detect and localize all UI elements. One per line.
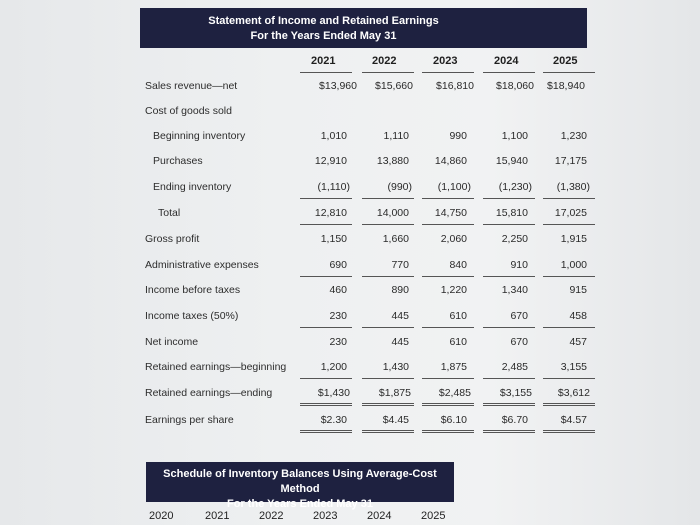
subtotal-underline	[543, 198, 595, 199]
cell-net-income-2024: 670	[510, 336, 528, 348]
row-label-income-taxes: Income taxes (50%)	[145, 310, 239, 322]
subtotal-underline	[483, 327, 535, 328]
row-label-administrative-expenses: Administrative expenses	[145, 259, 259, 271]
cell-end-inv-2021: (1,110)	[317, 181, 350, 193]
subtotal-underline	[483, 276, 535, 277]
row-label-cost-of-goods-sold: Cost of goods sold	[145, 105, 232, 117]
row-label-earnings-per-share: Earnings per share	[145, 414, 234, 426]
cell-sales-2021: $13,960	[319, 80, 357, 92]
subtotal-underline	[362, 224, 414, 225]
year-header-2024: 2024	[494, 55, 519, 67]
cell-net-income-2022: 445	[391, 336, 409, 348]
total-double-underline	[422, 403, 474, 406]
cell-gross-profit-2022: 1,660	[382, 233, 409, 245]
statement-title-banner	[140, 8, 587, 48]
subtotal-underline	[483, 378, 535, 379]
cell-re-end-2021: $1,430	[317, 387, 350, 399]
cell-admin-2023: 840	[449, 259, 467, 271]
subtotal-underline	[300, 198, 352, 199]
cell-re-end-2024: $3,155	[499, 387, 532, 399]
cell-taxes-2023: 610	[449, 310, 467, 322]
cell-re-begin-2023: 1,875	[440, 361, 467, 373]
cell-re-begin-2024: 2,485	[501, 361, 528, 373]
subtotal-underline	[543, 276, 595, 277]
cell-re-end-2025: $3,612	[557, 387, 590, 399]
subtotal-underline	[300, 378, 352, 379]
schedule-title-banner	[146, 462, 454, 510]
cell-ibt-2023: 1,220	[440, 284, 467, 296]
cell-total-2022: 14,000	[376, 207, 409, 219]
cell-beg-inv-2021: 1,010	[320, 130, 347, 142]
cell-total-2023: 14,750	[434, 207, 467, 219]
subtotal-underline	[422, 198, 474, 199]
cell-purchases-2024: 15,940	[495, 155, 528, 167]
cell-ibt-2022: 890	[391, 284, 409, 296]
cell-end-inv-2025: (1,380)	[556, 181, 590, 193]
cell-sales-2025: $18,940	[547, 80, 585, 92]
row-label-net-income: Net income	[145, 336, 199, 348]
statement-title: Statement of Income and Retained Earnings	[208, 15, 439, 27]
cell-gross-profit-2023: 2,060	[440, 233, 467, 245]
cell-taxes-2022: 445	[391, 310, 409, 322]
year-header-2023: 2023	[433, 55, 458, 67]
year-header-2022: 2022	[372, 55, 397, 67]
cell-ibt-2024: 1,340	[501, 284, 528, 296]
cell-gross-profit-2024: 2,250	[501, 233, 528, 245]
cell-eps-2024: $6.70	[501, 414, 528, 426]
cell-net-income-2021: 230	[329, 336, 347, 348]
subtotal-underline	[483, 224, 535, 225]
total-double-underline	[300, 403, 352, 406]
cell-eps-2022: $4.45	[382, 414, 409, 426]
cell-re-end-2023: $2,485	[438, 387, 471, 399]
subtotal-underline	[422, 276, 474, 277]
schedule-year-2021: 2021	[205, 510, 230, 522]
subtotal-underline	[362, 327, 414, 328]
cell-purchases-2023: 14,860	[434, 155, 467, 167]
header-underline	[362, 72, 414, 73]
row-label-beginning-inventory: Beginning inventory	[153, 130, 246, 142]
total-double-underline	[300, 430, 352, 433]
cell-admin-2025: 1,000	[560, 259, 587, 271]
subtotal-underline	[422, 224, 474, 225]
cell-beg-inv-2024: 1,100	[501, 130, 528, 142]
subtotal-underline	[300, 224, 352, 225]
schedule-title: Schedule of Inventory Balances Using Average-Cost Method	[163, 468, 437, 495]
cell-admin-2022: 770	[391, 259, 409, 271]
year-header-2021: 2021	[311, 55, 336, 67]
total-double-underline	[543, 403, 595, 406]
cell-admin-2024: 910	[510, 259, 528, 271]
cell-end-inv-2022: (990)	[387, 181, 412, 193]
total-double-underline	[362, 430, 414, 433]
cell-re-begin-2021: 1,200	[320, 361, 347, 373]
cell-sales-2022: $15,660	[375, 80, 413, 92]
row-label-total: Total	[158, 207, 181, 219]
total-double-underline	[422, 430, 474, 433]
subtotal-underline	[300, 327, 352, 328]
cell-beg-inv-2022: 1,110	[383, 130, 409, 142]
subtotal-underline	[362, 378, 414, 379]
cell-taxes-2025: 458	[569, 310, 587, 322]
statement-subtitle: For the Years Ended May 31	[250, 30, 397, 42]
cell-purchases-2021: 12,910	[314, 155, 347, 167]
cell-re-end-2022: $1,875	[378, 387, 411, 399]
row-label-retained-ending: Retained earnings—ending	[145, 387, 273, 399]
cell-total-2025: 17,025	[554, 207, 587, 219]
header-underline	[483, 72, 535, 73]
total-double-underline	[483, 403, 535, 406]
cell-purchases-2022: 13,880	[376, 155, 409, 167]
schedule-year-2023: 2023	[313, 510, 338, 522]
cell-ibt-2025: 915	[569, 284, 587, 296]
subtotal-underline	[543, 224, 595, 225]
cell-end-inv-2023: (1,100)	[437, 181, 471, 193]
header-underline	[300, 72, 352, 73]
cell-eps-2021: $2.30	[320, 414, 347, 426]
cell-end-inv-2024: (1,230)	[498, 181, 532, 193]
subtotal-underline	[483, 198, 535, 199]
schedule-year-2024: 2024	[367, 510, 392, 522]
row-label-ending-inventory: Ending inventory	[153, 181, 232, 193]
cell-re-begin-2025: 3,155	[560, 361, 587, 373]
cell-beg-inv-2025: 1,230	[560, 130, 587, 142]
cell-eps-2025: $4.57	[560, 414, 587, 426]
row-label-income-before-taxes: Income before taxes	[145, 284, 241, 296]
subtotal-underline	[362, 198, 414, 199]
cell-sales-2023: $16,810	[436, 80, 474, 92]
cell-re-begin-2022: 1,430	[382, 361, 409, 373]
subtotal-underline	[300, 276, 352, 277]
cell-sales-2024: $18,060	[496, 80, 534, 92]
subtotal-underline	[422, 378, 474, 379]
cell-total-2024: 15,810	[495, 207, 528, 219]
cell-eps-2023: $6.10	[440, 414, 467, 426]
total-double-underline	[483, 430, 535, 433]
schedule-year-2020: 2020	[149, 510, 174, 522]
subtotal-underline	[362, 276, 414, 277]
cell-admin-2021: 690	[329, 259, 347, 271]
row-label-retained-beginning: Retained earnings—beginning	[145, 361, 287, 373]
header-underline	[543, 72, 595, 73]
row-label-sales-revenue: Sales revenue—net	[145, 80, 238, 92]
cell-gross-profit-2025: 1,915	[560, 233, 587, 245]
cell-total-2021: 12,810	[314, 207, 347, 219]
total-double-underline	[362, 403, 414, 406]
cell-taxes-2021: 230	[329, 310, 347, 322]
row-label-gross-profit: Gross profit	[145, 233, 200, 245]
schedule-year-2022: 2022	[259, 510, 284, 522]
cell-purchases-2025: 17,175	[554, 155, 587, 167]
row-label-purchases: Purchases	[153, 155, 203, 167]
header-underline	[422, 72, 474, 73]
cell-beg-inv-2023: 990	[449, 130, 467, 142]
year-header-2025: 2025	[553, 55, 578, 67]
schedule-subtitle: For the Years Ended May 31	[227, 498, 373, 510]
cell-ibt-2021: 460	[329, 284, 347, 296]
subtotal-underline	[543, 378, 595, 379]
cell-taxes-2024: 670	[510, 310, 528, 322]
schedule-year-2025: 2025	[421, 510, 446, 522]
cell-net-income-2025: 457	[569, 336, 587, 348]
cell-net-income-2023: 610	[449, 336, 467, 348]
subtotal-underline	[543, 327, 595, 328]
subtotal-underline	[422, 327, 474, 328]
cell-gross-profit-2021: 1,150	[320, 233, 347, 245]
total-double-underline	[543, 430, 595, 433]
